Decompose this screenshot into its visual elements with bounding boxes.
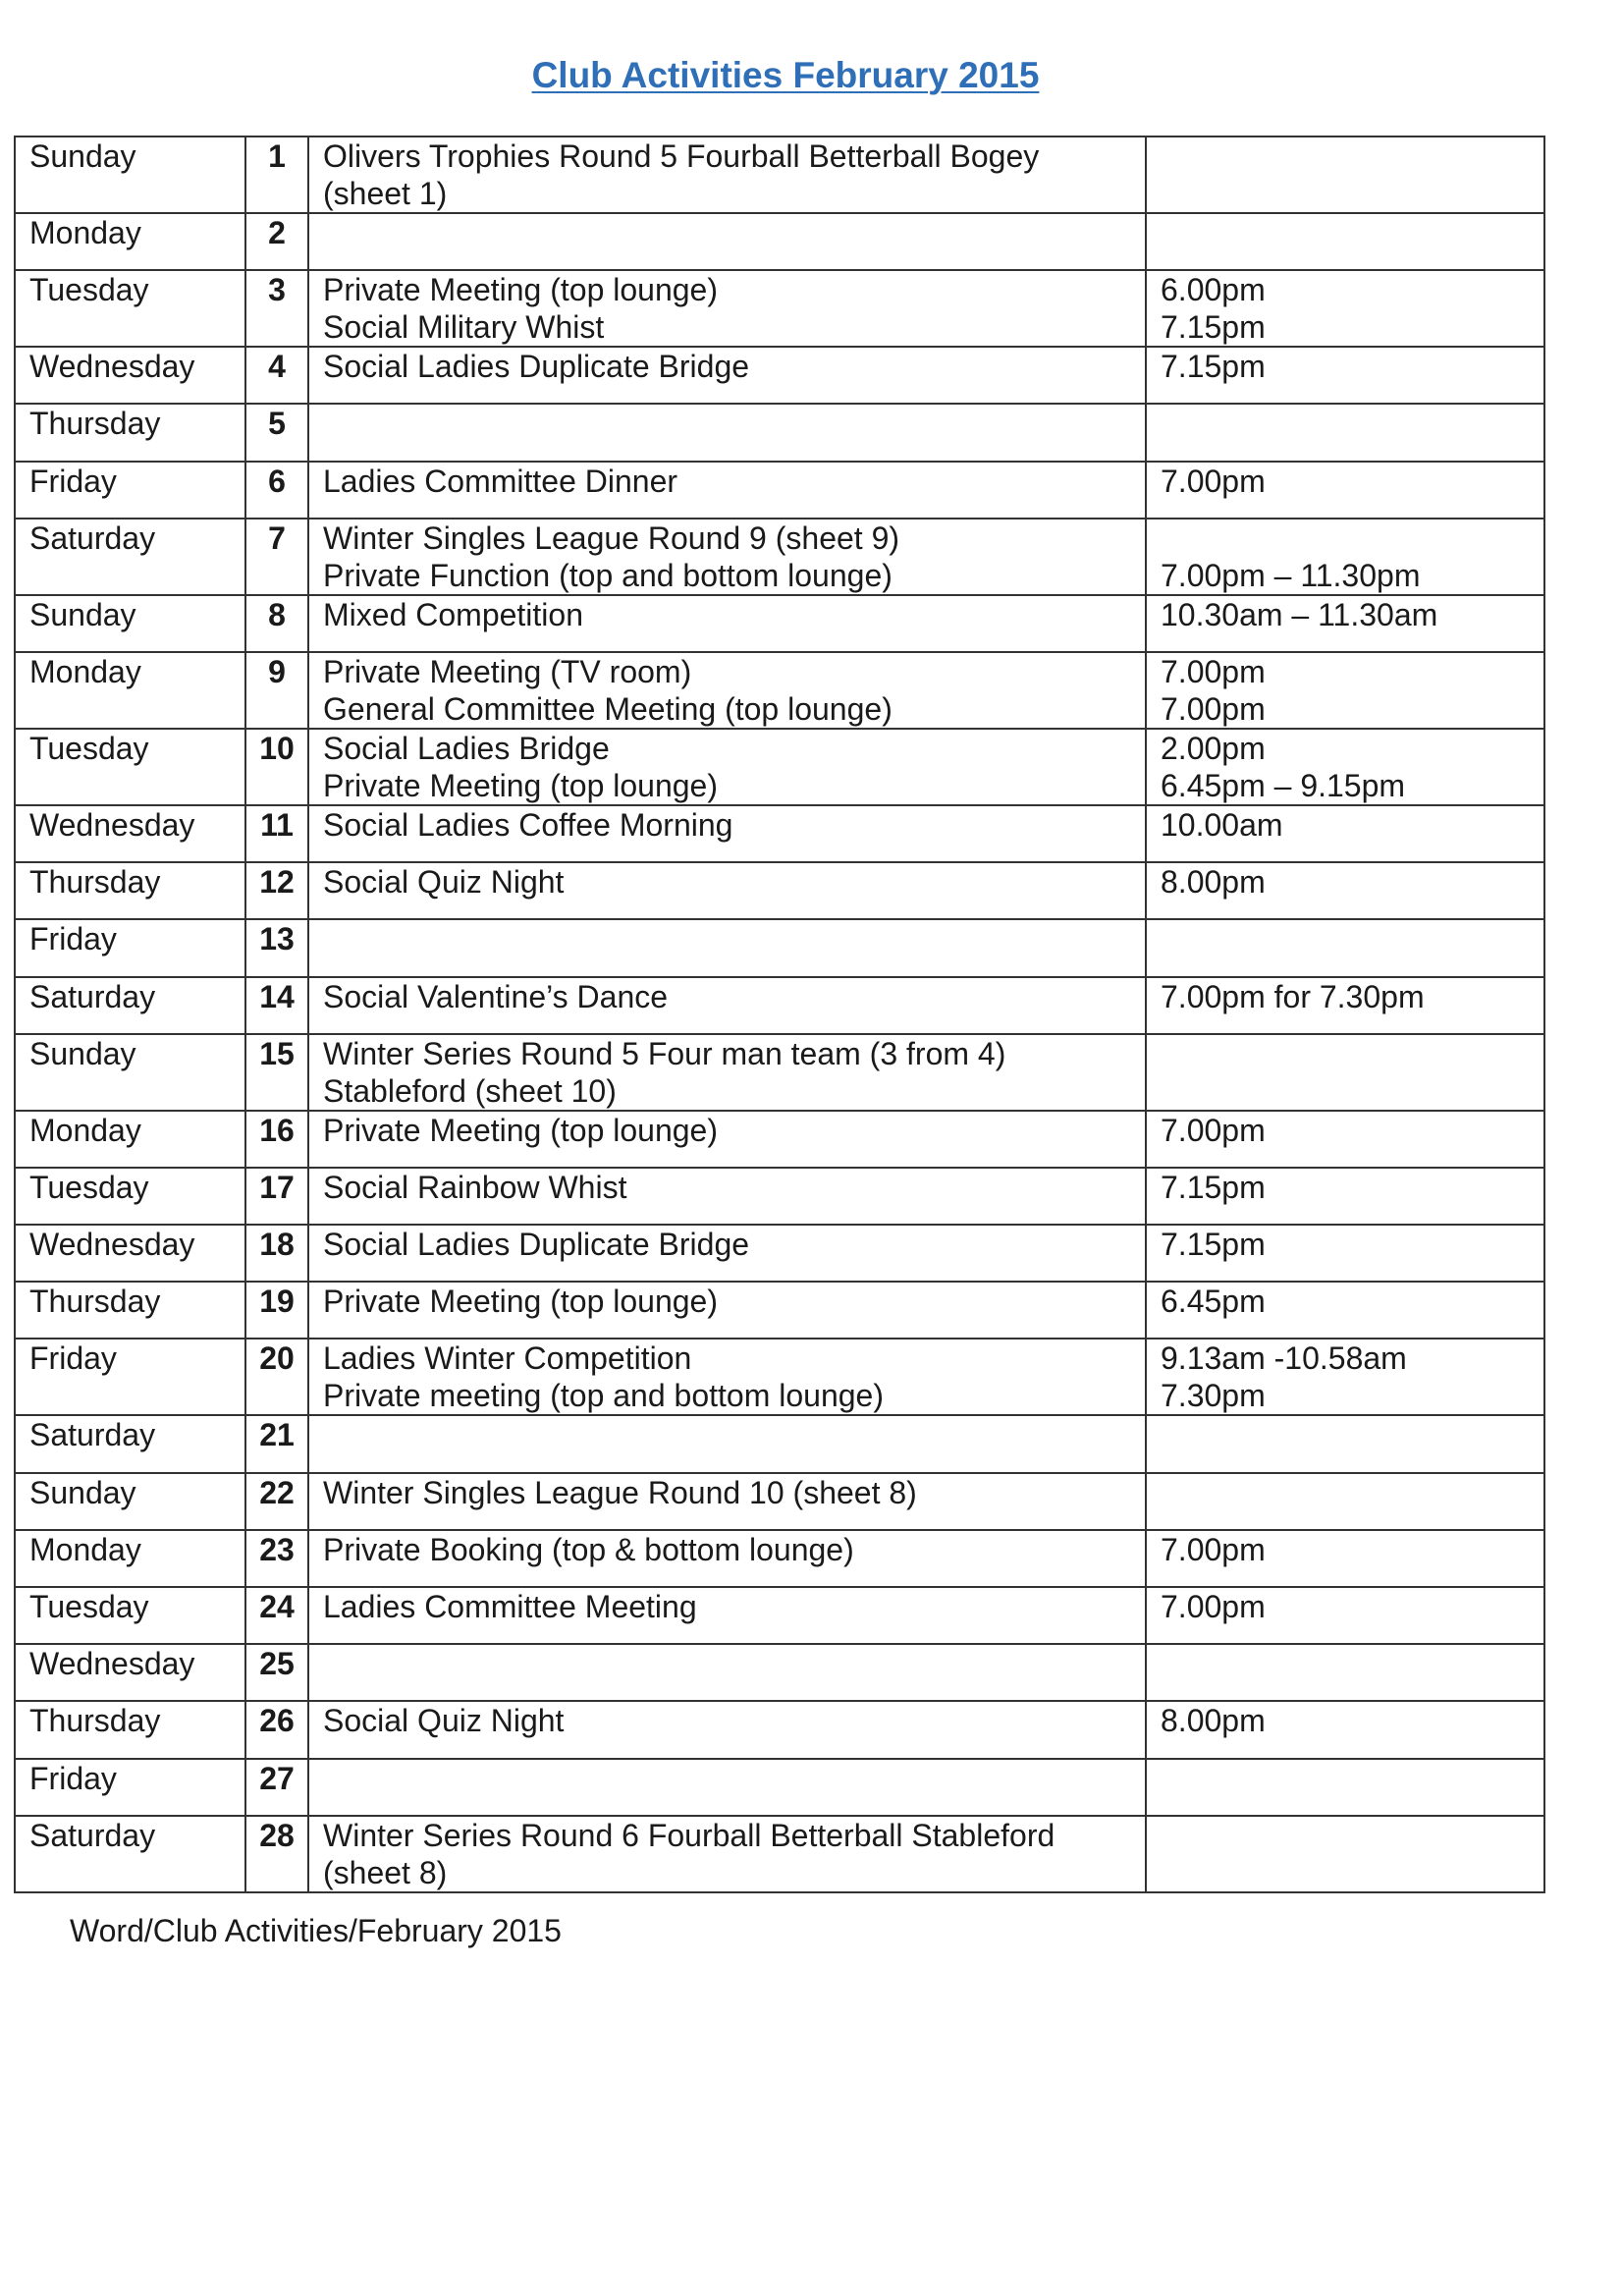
date-cell bbox=[245, 1282, 308, 1339]
activity-text: Private Meeting (top lounge) bbox=[323, 1112, 718, 1148]
activity-cell bbox=[308, 1816, 1146, 1892]
time-cell bbox=[1146, 1339, 1544, 1415]
date-number: 17 bbox=[259, 1169, 295, 1205]
time-cell bbox=[1146, 862, 1544, 919]
date-number: 18 bbox=[259, 1227, 295, 1263]
activity-cell bbox=[308, 1034, 1146, 1111]
table-row bbox=[15, 213, 1544, 270]
date-cell bbox=[245, 1168, 308, 1225]
activity-cell bbox=[308, 462, 1146, 519]
date-cell bbox=[245, 1530, 308, 1587]
time-cell bbox=[1146, 1759, 1544, 1816]
date-cell bbox=[245, 1816, 308, 1892]
activity-text: Ladies Committee Dinner bbox=[323, 463, 678, 499]
activity-cell bbox=[308, 1530, 1146, 1587]
activity-text: Private Meeting (top lounge) bbox=[323, 272, 718, 308]
table-row bbox=[15, 1587, 1544, 1644]
time-text: 8.00pm bbox=[1161, 1703, 1266, 1739]
activity-text: Private Meeting (top lounge) bbox=[323, 767, 718, 803]
time-cell bbox=[1146, 1701, 1544, 1758]
day-name: Tuesday bbox=[29, 272, 149, 308]
table-row bbox=[15, 1225, 1544, 1282]
table-row bbox=[15, 1530, 1544, 1587]
date-number: 12 bbox=[259, 864, 295, 901]
date-cell bbox=[245, 1587, 308, 1644]
date-cell bbox=[245, 519, 308, 595]
date-number: 5 bbox=[268, 406, 286, 442]
day-name: Thursday bbox=[29, 1703, 161, 1739]
activity-text: Stableford (sheet 10) bbox=[323, 1072, 617, 1109]
day-name: Saturday bbox=[29, 1817, 156, 1853]
date-cell bbox=[245, 137, 308, 213]
time-cell bbox=[1146, 404, 1544, 461]
date-number: 22 bbox=[259, 1474, 295, 1510]
date-number: 1 bbox=[268, 138, 286, 174]
day-name: Tuesday bbox=[29, 730, 149, 766]
day-cell bbox=[15, 1759, 245, 1816]
date-cell bbox=[245, 729, 308, 805]
date-cell bbox=[245, 652, 308, 729]
activity-text: Olivers Trophies Round 5 Fourball Betterball Bogey bbox=[323, 138, 1040, 174]
activity-text: Social Military Whist bbox=[323, 309, 605, 346]
date-number: 26 bbox=[259, 1703, 295, 1739]
table-row bbox=[15, 347, 1544, 404]
activity-cell bbox=[308, 1644, 1146, 1701]
activity-text: Winter Singles League Round 9 (sheet 9) bbox=[323, 519, 900, 556]
activity-cell bbox=[308, 1111, 1146, 1168]
activity-text: Social Ladies Duplicate Bridge bbox=[323, 349, 750, 385]
date-cell bbox=[245, 462, 308, 519]
day-cell bbox=[15, 1111, 245, 1168]
time-text: 6.45pm – 9.15pm bbox=[1161, 767, 1406, 803]
activity-text: Social Ladies Bridge bbox=[323, 730, 610, 766]
day-cell bbox=[15, 1282, 245, 1339]
day-cell bbox=[15, 1225, 245, 1282]
date-cell bbox=[245, 404, 308, 461]
time-cell bbox=[1146, 1034, 1544, 1111]
activity-cell bbox=[308, 1339, 1146, 1415]
time-text: 7.15pm bbox=[1161, 349, 1266, 385]
table-row bbox=[15, 137, 1544, 213]
day-cell bbox=[15, 1473, 245, 1530]
table-row bbox=[15, 1168, 1544, 1225]
table-row bbox=[15, 1034, 1544, 1111]
day-name: Wednesday bbox=[29, 349, 195, 385]
activity-cell bbox=[308, 1282, 1146, 1339]
day-cell bbox=[15, 977, 245, 1034]
activities-table bbox=[14, 136, 1545, 1893]
day-name: Wednesday bbox=[29, 1646, 195, 1682]
day-name: Thursday bbox=[29, 406, 161, 442]
activity-text: Ladies Committee Meeting bbox=[323, 1589, 697, 1624]
time-text: 7.00pm bbox=[1161, 1589, 1266, 1624]
day-cell bbox=[15, 1530, 245, 1587]
day-name: Saturday bbox=[29, 519, 156, 556]
activity-cell bbox=[308, 1168, 1146, 1225]
activity-cell bbox=[308, 1225, 1146, 1282]
date-number: 19 bbox=[259, 1284, 295, 1320]
day-name: Sunday bbox=[29, 1474, 136, 1510]
day-name: Monday bbox=[29, 215, 141, 250]
day-name: Sunday bbox=[29, 138, 136, 174]
activity-text: (sheet 1) bbox=[323, 176, 448, 211]
activity-cell bbox=[308, 1759, 1146, 1816]
day-cell bbox=[15, 1816, 245, 1892]
date-number: 7 bbox=[268, 519, 286, 556]
activity-cell bbox=[308, 595, 1146, 652]
day-cell bbox=[15, 862, 245, 919]
activity-cell bbox=[308, 270, 1146, 347]
table-row bbox=[15, 1644, 1544, 1701]
day-cell bbox=[15, 919, 245, 976]
activity-text: Winter Series Round 6 Fourball Betterball Stableford bbox=[323, 1817, 1055, 1853]
day-cell bbox=[15, 1339, 245, 1415]
activity-cell bbox=[308, 1701, 1146, 1758]
date-number: 25 bbox=[259, 1646, 295, 1682]
day-cell bbox=[15, 1415, 245, 1472]
time-cell bbox=[1146, 1816, 1544, 1892]
date-number: 4 bbox=[268, 349, 286, 385]
time-cell bbox=[1146, 137, 1544, 213]
time-text: 7.00pm bbox=[1161, 1112, 1266, 1148]
activity-cell bbox=[308, 347, 1146, 404]
time-text: 6.45pm bbox=[1161, 1284, 1266, 1320]
time-cell bbox=[1146, 462, 1544, 519]
time-text: 7.00pm bbox=[1161, 653, 1266, 689]
date-cell bbox=[245, 862, 308, 919]
day-name: Thursday bbox=[29, 1284, 161, 1320]
time-cell bbox=[1146, 347, 1544, 404]
day-name: Tuesday bbox=[29, 1589, 149, 1624]
activity-cell bbox=[308, 1587, 1146, 1644]
time-cell bbox=[1146, 1282, 1544, 1339]
time-text: 7.15pm bbox=[1161, 309, 1266, 346]
time-text: 9.13am -10.58am bbox=[1161, 1340, 1407, 1377]
time-cell bbox=[1146, 595, 1544, 652]
day-cell bbox=[15, 462, 245, 519]
activities-table-body bbox=[15, 137, 1544, 1892]
activity-text: Private meeting (top and bottom lounge) bbox=[323, 1378, 884, 1414]
table-row bbox=[15, 1759, 1544, 1816]
day-cell bbox=[15, 1034, 245, 1111]
table-row bbox=[15, 270, 1544, 347]
activity-text: (sheet 8) bbox=[323, 1854, 448, 1890]
activity-cell bbox=[308, 919, 1146, 976]
table-row bbox=[15, 805, 1544, 862]
activity-cell bbox=[308, 862, 1146, 919]
time-cell bbox=[1146, 519, 1544, 595]
day-name: Tuesday bbox=[29, 1169, 149, 1205]
activity-cell bbox=[308, 404, 1146, 461]
day-cell bbox=[15, 729, 245, 805]
day-cell bbox=[15, 1168, 245, 1225]
day-cell bbox=[15, 270, 245, 347]
table-row bbox=[15, 1473, 1544, 1530]
activity-text: General Committee Meeting (top lounge) bbox=[323, 690, 893, 727]
date-cell bbox=[245, 1415, 308, 1472]
day-cell bbox=[15, 137, 245, 213]
table-row bbox=[15, 1339, 1544, 1415]
date-cell bbox=[245, 805, 308, 862]
day-name: Thursday bbox=[29, 864, 161, 901]
table-row bbox=[15, 462, 1544, 519]
table-row bbox=[15, 404, 1544, 461]
activity-cell bbox=[308, 729, 1146, 805]
activity-cell bbox=[308, 977, 1146, 1034]
activity-cell bbox=[308, 137, 1146, 213]
table-row bbox=[15, 1282, 1544, 1339]
time-cell bbox=[1146, 1473, 1544, 1530]
activity-cell bbox=[308, 805, 1146, 862]
activity-cell bbox=[308, 213, 1146, 270]
time-text: 2.00pm bbox=[1161, 730, 1266, 766]
day-cell bbox=[15, 347, 245, 404]
date-number: 20 bbox=[259, 1340, 295, 1377]
activity-text: Mixed Competition bbox=[323, 596, 583, 632]
day-name: Monday bbox=[29, 1531, 141, 1567]
time-cell bbox=[1146, 1587, 1544, 1644]
time-text bbox=[1161, 519, 1543, 557]
date-cell bbox=[245, 1034, 308, 1111]
table-row bbox=[15, 519, 1544, 595]
date-number: 15 bbox=[259, 1035, 295, 1071]
activity-text: Winter Series Round 5 Four man team (3 from 4) bbox=[323, 1035, 1006, 1071]
day-cell bbox=[15, 652, 245, 729]
time-cell bbox=[1146, 977, 1544, 1034]
activity-cell bbox=[308, 652, 1146, 729]
date-cell bbox=[245, 1225, 308, 1282]
date-number: 10 bbox=[259, 730, 295, 766]
table-row bbox=[15, 862, 1544, 919]
time-text: 8.00pm bbox=[1161, 864, 1266, 901]
time-cell bbox=[1146, 1644, 1544, 1701]
activity-text: Social Ladies Coffee Morning bbox=[323, 806, 733, 843]
activity-text: Social Quiz Night bbox=[323, 1703, 565, 1739]
day-cell bbox=[15, 595, 245, 652]
date-cell bbox=[245, 270, 308, 347]
activity-text: Social Quiz Night bbox=[323, 864, 565, 901]
time-cell bbox=[1146, 1225, 1544, 1282]
day-name: Friday bbox=[29, 921, 117, 957]
date-number: 23 bbox=[259, 1531, 295, 1567]
activity-cell bbox=[308, 1415, 1146, 1472]
date-cell bbox=[245, 347, 308, 404]
time-text: 10.00am bbox=[1161, 806, 1283, 843]
time-text: 7.00pm bbox=[1161, 690, 1266, 727]
day-name: Monday bbox=[29, 1112, 141, 1148]
date-cell bbox=[245, 1473, 308, 1530]
date-number: 8 bbox=[268, 596, 286, 632]
date-cell bbox=[245, 1701, 308, 1758]
day-name: Friday bbox=[29, 1340, 117, 1377]
day-name: Sunday bbox=[29, 596, 136, 632]
date-number: 9 bbox=[268, 653, 286, 689]
table-row bbox=[15, 919, 1544, 976]
time-text: 7.00pm – 11.30pm bbox=[1161, 557, 1421, 593]
activity-text: Social Rainbow Whist bbox=[323, 1169, 627, 1205]
date-number: 6 bbox=[268, 463, 286, 499]
activity-cell bbox=[308, 519, 1146, 595]
activity-cell bbox=[308, 1473, 1146, 1530]
time-text: 7.00pm bbox=[1161, 1531, 1266, 1567]
table-row bbox=[15, 1816, 1544, 1892]
date-cell bbox=[245, 919, 308, 976]
table-row bbox=[15, 652, 1544, 729]
activity-text: Private Booking (top & bottom lounge) bbox=[323, 1531, 854, 1567]
activity-text: Social Valentine’s Dance bbox=[323, 978, 669, 1014]
time-cell bbox=[1146, 270, 1544, 347]
day-cell bbox=[15, 213, 245, 270]
date-number: 16 bbox=[259, 1112, 295, 1148]
date-number: 3 bbox=[268, 272, 286, 308]
time-cell bbox=[1146, 805, 1544, 862]
date-number: 21 bbox=[259, 1417, 295, 1453]
activity-text: Private Meeting (TV room) bbox=[323, 653, 692, 689]
date-number: 24 bbox=[259, 1589, 295, 1624]
activity-text: Social Ladies Duplicate Bridge bbox=[323, 1227, 750, 1263]
time-cell bbox=[1146, 919, 1544, 976]
time-text: 7.00pm bbox=[1161, 463, 1266, 499]
day-name: Saturday bbox=[29, 1417, 156, 1453]
activity-text: Ladies Winter Competition bbox=[323, 1340, 692, 1377]
time-text: 7.15pm bbox=[1161, 1227, 1266, 1263]
date-number: 28 bbox=[259, 1817, 295, 1853]
day-name: Saturday bbox=[29, 978, 156, 1014]
time-cell bbox=[1146, 1168, 1544, 1225]
date-cell bbox=[245, 1339, 308, 1415]
date-cell bbox=[245, 1111, 308, 1168]
time-cell bbox=[1146, 213, 1544, 270]
day-cell bbox=[15, 1701, 245, 1758]
time-text: 7.00pm for 7.30pm bbox=[1161, 978, 1425, 1014]
date-number: 11 bbox=[260, 806, 294, 843]
time-cell bbox=[1146, 1111, 1544, 1168]
day-name: Wednesday bbox=[29, 1227, 195, 1263]
date-cell bbox=[245, 1759, 308, 1816]
day-cell bbox=[15, 404, 245, 461]
day-name: Monday bbox=[29, 653, 141, 689]
day-cell bbox=[15, 805, 245, 862]
day-name: Wednesday bbox=[29, 806, 195, 843]
activity-text: Winter Singles League Round 10 (sheet 8) bbox=[323, 1474, 917, 1510]
time-text: 6.00pm bbox=[1161, 272, 1266, 308]
footer-path: Word/Club Activities/February 2015 bbox=[70, 1913, 562, 1948]
activity-text: Private Meeting (top lounge) bbox=[323, 1284, 718, 1320]
date-number: 2 bbox=[268, 215, 286, 250]
page-title: Club Activities February 2015 bbox=[531, 55, 1040, 95]
date-number: 13 bbox=[259, 921, 295, 957]
date-number: 27 bbox=[259, 1760, 295, 1796]
date-cell bbox=[245, 595, 308, 652]
date-cell bbox=[245, 1644, 308, 1701]
day-name: Sunday bbox=[29, 1035, 136, 1071]
table-row bbox=[15, 1415, 1544, 1472]
day-name: Friday bbox=[29, 1760, 117, 1796]
time-cell bbox=[1146, 652, 1544, 729]
day-cell bbox=[15, 1644, 245, 1701]
day-cell bbox=[15, 519, 245, 595]
time-text: 7.15pm bbox=[1161, 1169, 1266, 1205]
time-text: 10.30am – 11.30am bbox=[1161, 596, 1438, 632]
day-cell bbox=[15, 1587, 245, 1644]
time-text: 7.30pm bbox=[1161, 1378, 1266, 1414]
table-row bbox=[15, 977, 1544, 1034]
table-row bbox=[15, 1701, 1544, 1758]
table-row bbox=[15, 595, 1544, 652]
time-cell bbox=[1146, 1530, 1544, 1587]
table-row bbox=[15, 729, 1544, 805]
date-number: 14 bbox=[259, 978, 295, 1014]
table-row bbox=[15, 1111, 1544, 1168]
time-cell bbox=[1146, 1415, 1544, 1472]
date-cell bbox=[245, 977, 308, 1034]
day-name: Friday bbox=[29, 463, 117, 499]
activity-text: Private Function (top and bottom lounge) bbox=[323, 557, 893, 593]
date-cell bbox=[245, 213, 308, 270]
time-cell bbox=[1146, 729, 1544, 805]
